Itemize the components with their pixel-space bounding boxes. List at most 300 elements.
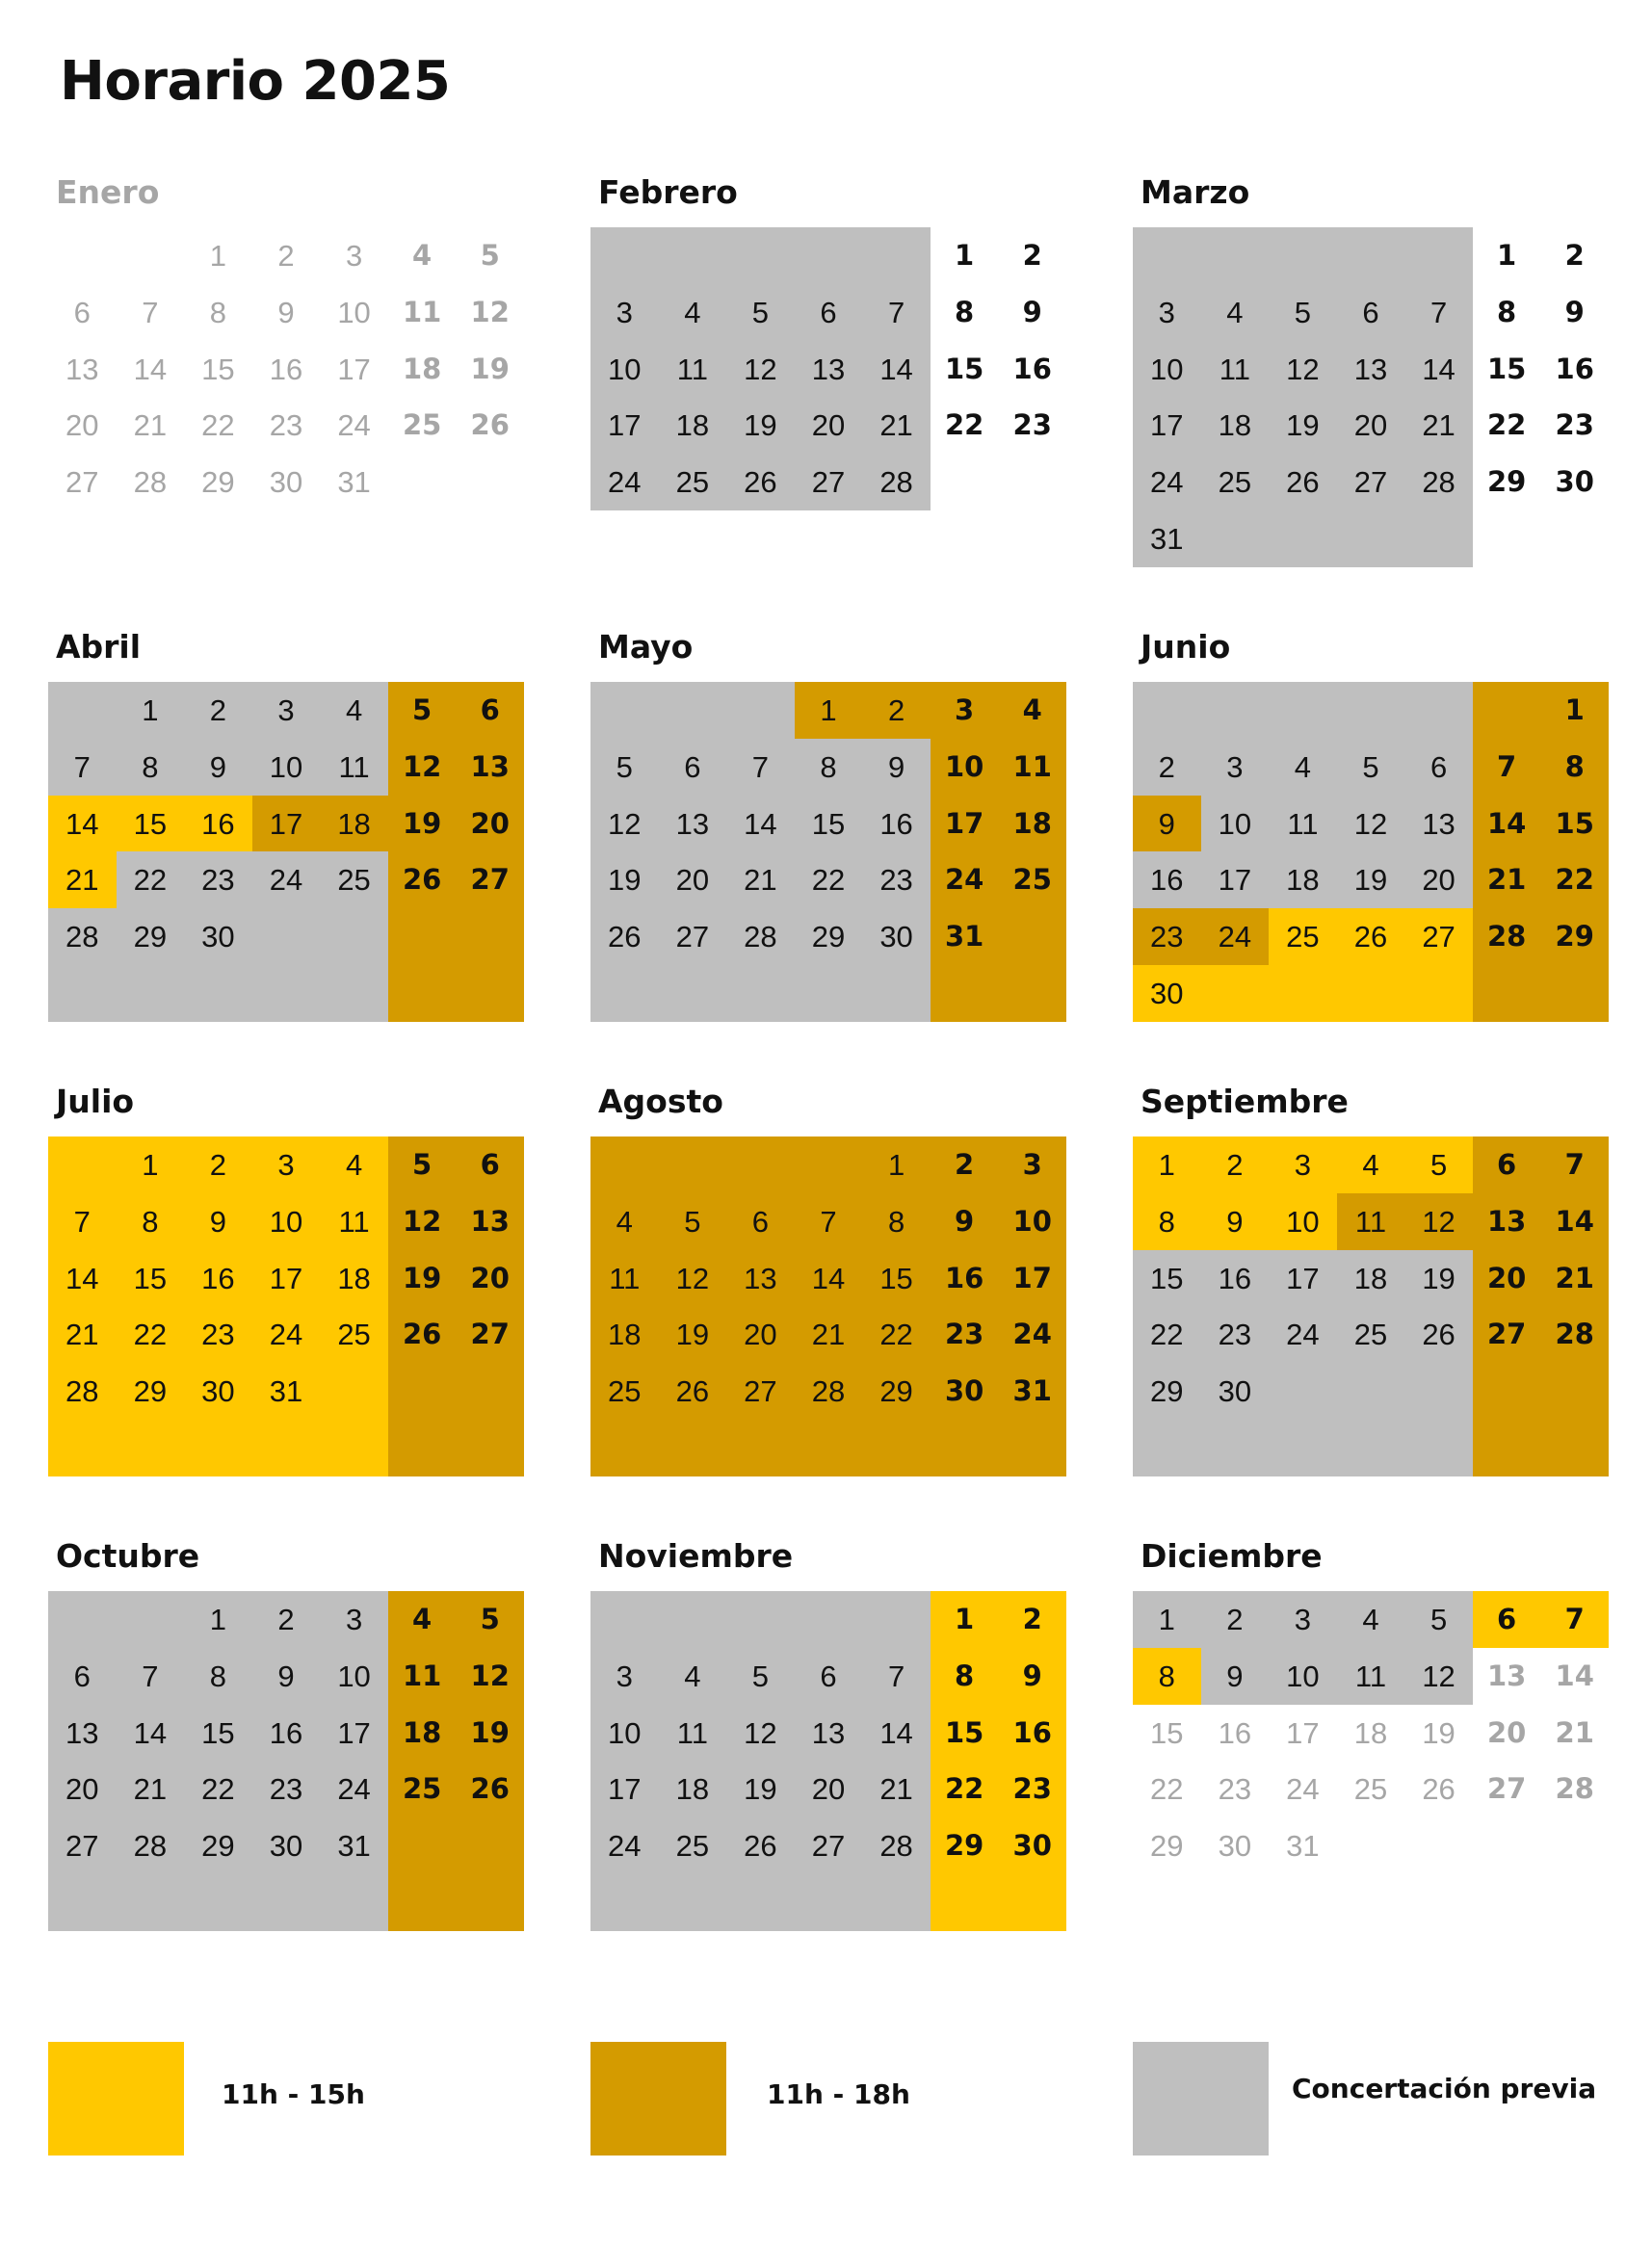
day-cell: 16 — [862, 796, 931, 852]
empty-cell — [117, 510, 185, 567]
day-cell: 23 — [1201, 1306, 1270, 1363]
day-cell: 29 — [1486, 465, 1527, 499]
day-cell: 20 — [1486, 1715, 1527, 1749]
empty-cell — [1269, 227, 1337, 284]
day-cell: 9 — [184, 1193, 252, 1250]
month-name: Julio — [56, 1083, 135, 1120]
empty-cell — [320, 510, 388, 567]
empty-cell — [1337, 1817, 1405, 1874]
day-cell: 15 — [117, 1250, 185, 1307]
day-cell: 31 — [1286, 1829, 1320, 1864]
day-cell: 30 — [1555, 465, 1594, 499]
day-cell: 7 — [1540, 1137, 1609, 1193]
day-cell: 30 — [1133, 965, 1201, 1022]
empty-cell — [1473, 1817, 1541, 1874]
empty-cell — [456, 1420, 524, 1476]
day-cell: 24 — [931, 851, 999, 908]
empty-cell — [862, 965, 931, 1022]
day-cell: 13 — [1337, 341, 1405, 398]
day-cell: 21 — [862, 397, 931, 454]
day-cell: 15 — [1150, 1715, 1184, 1750]
month-name: Mayo — [598, 628, 694, 666]
day-cell: 27 — [1486, 1772, 1527, 1806]
day-cell: 24 — [590, 1817, 659, 1874]
day-cell: 2 — [1133, 739, 1201, 796]
empty-cell — [1540, 1817, 1609, 1874]
day-cell: 19 — [726, 397, 795, 454]
day-cell: 1 — [862, 1137, 931, 1193]
day-cell: 7 — [48, 739, 117, 796]
day-cell: 3 — [1269, 1137, 1337, 1193]
month-name: Octubre — [56, 1537, 200, 1575]
day-cell: 25 — [388, 1761, 457, 1817]
empty-cell — [184, 1874, 252, 1931]
day-cell: 21 — [726, 851, 795, 908]
day-cell: 20 — [1404, 851, 1473, 908]
day-cell: 10 — [1269, 1193, 1337, 1250]
day-cell: 16 — [269, 352, 303, 386]
day-cell: 26 — [1337, 908, 1405, 965]
day-cell: 9 — [277, 295, 295, 329]
empty-cell — [1269, 510, 1337, 567]
month-grid — [1133, 1137, 1609, 1476]
day-cell: 27 — [659, 908, 727, 965]
day-cell: 10 — [320, 1648, 388, 1705]
day-cell: 6 — [456, 682, 524, 739]
month-grid — [1133, 682, 1609, 1022]
day-cell: 5 — [726, 284, 795, 341]
month-grid — [590, 1591, 1066, 1931]
empty-cell — [1473, 682, 1541, 739]
day-cell: 7 — [726, 739, 795, 796]
day-cell: 22 — [1150, 1772, 1184, 1807]
day-cell: 27 — [456, 851, 524, 908]
day-cell: 25 — [659, 1817, 727, 1874]
day-cell: 25 — [320, 1306, 388, 1363]
month-name: Agosto — [598, 1083, 723, 1120]
day-cell: 4 — [659, 1648, 727, 1705]
day-cell: 9 — [252, 1648, 321, 1705]
day-cell: 23 — [862, 851, 931, 908]
day-cell: 24 — [1269, 1306, 1337, 1363]
day-cell: 11 — [1337, 1193, 1405, 1250]
day-cell: 11 — [320, 739, 388, 796]
day-cell: 15 — [201, 352, 235, 386]
empty-cell — [1269, 1420, 1337, 1476]
day-cell: 17 — [1269, 1250, 1337, 1307]
empty-cell — [1404, 1363, 1473, 1420]
empty-cell — [659, 1874, 727, 1931]
day-cell: 22 — [117, 1306, 185, 1363]
legend-swatch-long-hours — [590, 2042, 726, 2156]
empty-cell — [659, 510, 727, 567]
day-cell: 4 — [590, 1193, 659, 1250]
month-grid — [48, 682, 524, 1022]
day-cell: 25 — [1201, 454, 1270, 510]
day-cell: 30 — [269, 465, 303, 500]
day-cell: 28 — [1473, 908, 1541, 965]
day-cell: 10 — [252, 739, 321, 796]
day-cell: 15 — [1486, 352, 1527, 385]
day-cell: 7 — [1473, 739, 1541, 796]
day-cell: 13 — [1486, 1659, 1527, 1692]
day-cell: 3 — [320, 1591, 388, 1648]
day-cell: 9 — [931, 1193, 999, 1250]
day-cell: 4 — [388, 1591, 457, 1648]
empty-cell — [1404, 510, 1473, 567]
empty-cell — [252, 1420, 321, 1476]
empty-cell — [998, 510, 1066, 567]
day-cell: 21 — [795, 1306, 863, 1363]
empty-cell — [456, 454, 524, 510]
month-name: Diciembre — [1141, 1537, 1323, 1575]
day-cell: 23 — [1133, 908, 1201, 965]
day-cell: 14 — [726, 796, 795, 852]
month-septiembre — [1133, 1083, 1609, 1477]
empty-cell — [726, 227, 795, 284]
empty-cell — [1540, 1363, 1609, 1420]
empty-cell — [320, 965, 388, 1022]
month-grid — [1133, 227, 1609, 567]
day-cell: 25 — [1269, 908, 1337, 965]
empty-cell — [1404, 682, 1473, 739]
empty-cell — [48, 1137, 117, 1193]
day-cell: 23 — [931, 1306, 999, 1363]
day-cell: 21 — [1555, 1715, 1594, 1749]
empty-cell — [726, 1874, 795, 1931]
empty-cell — [1473, 965, 1541, 1022]
day-cell: 20 — [659, 851, 727, 908]
day-cell: 1 — [1133, 1137, 1201, 1193]
day-cell: 8 — [117, 739, 185, 796]
day-cell: 26 — [1269, 454, 1337, 510]
day-cell: 22 — [1486, 408, 1527, 442]
empty-cell — [862, 1420, 931, 1476]
day-cell: 12 — [659, 1250, 727, 1307]
day-cell: 1 — [117, 1137, 185, 1193]
day-cell: 28 — [48, 1363, 117, 1420]
empty-cell — [998, 908, 1066, 965]
day-cell: 19 — [1422, 1715, 1455, 1750]
day-cell: 3 — [252, 1137, 321, 1193]
day-cell: 9 — [1022, 295, 1042, 328]
day-cell: 9 — [1201, 1648, 1270, 1705]
day-cell: 2 — [1201, 1137, 1270, 1193]
day-cell: 6 — [1404, 739, 1473, 796]
day-cell: 17 — [1201, 851, 1270, 908]
day-cell: 24 — [1286, 1772, 1320, 1807]
empty-cell — [48, 1591, 117, 1648]
day-cell: 21 — [1473, 851, 1541, 908]
empty-cell — [1133, 1420, 1201, 1476]
day-cell: 31 — [252, 1363, 321, 1420]
day-cell: 1 — [209, 238, 227, 273]
empty-cell — [998, 965, 1066, 1022]
empty-cell — [590, 1420, 659, 1476]
empty-cell — [795, 1137, 863, 1193]
empty-cell — [726, 510, 795, 567]
day-cell: 21 — [1404, 397, 1473, 454]
legend-item-appointment — [1133, 2042, 1614, 2156]
empty-cell — [659, 965, 727, 1022]
month-name: Marzo — [1141, 173, 1250, 211]
day-cell: 18 — [320, 796, 388, 852]
empty-cell — [726, 682, 795, 739]
day-cell: 13 — [1473, 1193, 1541, 1250]
day-cell: 3 — [931, 682, 999, 739]
empty-cell — [388, 1874, 457, 1931]
empty-cell — [931, 965, 999, 1022]
day-cell: 7 — [1540, 1591, 1609, 1648]
day-cell: 10 — [337, 295, 371, 329]
day-cell: 14 — [1540, 1193, 1609, 1250]
day-cell: 14 — [48, 1250, 117, 1307]
day-cell: 14 — [795, 1250, 863, 1307]
day-cell: 31 — [320, 1817, 388, 1874]
day-cell: 8 — [1540, 739, 1609, 796]
empty-cell — [590, 227, 659, 284]
day-cell: 25 — [998, 851, 1066, 908]
day-cell: 31 — [998, 1363, 1066, 1420]
day-cell: 27 — [726, 1363, 795, 1420]
day-cell: 6 — [1473, 1137, 1541, 1193]
empty-cell — [456, 908, 524, 965]
empty-cell — [1201, 510, 1270, 567]
empty-cell — [659, 682, 727, 739]
day-cell: 24 — [998, 1306, 1066, 1363]
day-cell: 24 — [1133, 454, 1201, 510]
day-cell: 9 — [862, 739, 931, 796]
day-cell: 16 — [184, 1250, 252, 1307]
empty-cell — [659, 1591, 727, 1648]
day-cell: 2 — [1201, 1591, 1270, 1648]
day-cell: 17 — [337, 352, 371, 386]
empty-cell — [1404, 1420, 1473, 1476]
day-cell: 23 — [998, 1761, 1066, 1817]
day-cell: 3 — [1201, 739, 1270, 796]
empty-cell — [388, 1420, 457, 1476]
day-cell: 2 — [184, 682, 252, 739]
empty-cell — [795, 227, 863, 284]
day-cell: 12 — [1404, 1648, 1473, 1705]
day-cell: 7 — [862, 1648, 931, 1705]
day-cell: 6 — [726, 1193, 795, 1250]
month-grid — [590, 227, 1066, 567]
day-cell: 3 — [998, 1137, 1066, 1193]
empty-cell — [456, 1874, 524, 1931]
day-cell: 30 — [931, 1363, 999, 1420]
day-cell: 14 — [862, 341, 931, 398]
day-cell: 3 — [345, 238, 363, 273]
day-cell: 18 — [320, 1250, 388, 1307]
day-cell: 4 — [1337, 1137, 1405, 1193]
day-cell: 15 — [931, 1705, 999, 1762]
day-cell: 20 — [795, 1761, 863, 1817]
empty-cell — [388, 965, 457, 1022]
empty-cell — [1404, 227, 1473, 284]
empty-cell — [726, 1591, 795, 1648]
day-cell: 8 — [955, 295, 975, 328]
empty-cell — [659, 1137, 727, 1193]
day-cell: 11 — [388, 1648, 457, 1705]
day-cell: 30 — [184, 908, 252, 965]
day-cell: 1 — [117, 682, 185, 739]
day-cell: 14 — [1404, 341, 1473, 398]
empty-cell — [184, 510, 252, 567]
day-cell: 1 — [1497, 238, 1517, 272]
day-cell: 9 — [1133, 796, 1201, 852]
day-cell: 26 — [388, 851, 457, 908]
day-cell: 17 — [1133, 397, 1201, 454]
empty-cell — [48, 682, 117, 739]
day-cell: 16 — [1201, 1250, 1270, 1307]
day-cell: 13 — [659, 796, 727, 852]
day-cell: 20 — [456, 1250, 524, 1307]
empty-cell — [931, 1420, 999, 1476]
day-cell: 22 — [117, 851, 185, 908]
day-cell: 9 — [1564, 295, 1585, 328]
empty-cell — [1201, 965, 1270, 1022]
empty-cell — [998, 454, 1066, 510]
day-cell: 18 — [388, 1705, 457, 1762]
day-cell: 19 — [1404, 1250, 1473, 1307]
empty-cell — [1540, 1874, 1609, 1931]
empty-cell — [456, 1817, 524, 1874]
day-cell: 15 — [1133, 1250, 1201, 1307]
day-cell: 6 — [1473, 1591, 1541, 1648]
day-cell: 4 — [1201, 284, 1270, 341]
day-cell: 12 — [1337, 796, 1405, 852]
empty-cell — [1337, 965, 1405, 1022]
legend-item-short-hours — [48, 2042, 530, 2156]
day-cell: 26 — [726, 1817, 795, 1874]
legend-label-long-hours: 11h - 18h — [767, 2078, 910, 2110]
empty-cell — [795, 510, 863, 567]
month-octubre — [48, 1537, 524, 1932]
day-cell: 5 — [1337, 739, 1405, 796]
day-cell: 4 — [659, 284, 727, 341]
day-cell: 3 — [1269, 1591, 1337, 1648]
empty-cell — [1201, 682, 1270, 739]
empty-cell — [931, 454, 999, 510]
day-cell: 24 — [252, 851, 321, 908]
day-cell: 13 — [456, 739, 524, 796]
empty-cell — [388, 1363, 457, 1420]
day-cell: 10 — [252, 1193, 321, 1250]
day-cell: 29 — [201, 465, 235, 500]
month-name: Febrero — [598, 173, 738, 211]
day-cell: 11 — [590, 1250, 659, 1307]
month-febrero — [590, 173, 1066, 568]
legend-item-long-hours — [590, 2042, 1072, 2156]
day-cell: 5 — [1404, 1137, 1473, 1193]
day-cell: 14 — [117, 1705, 185, 1762]
day-cell: 29 — [795, 908, 863, 965]
month-name: Noviembre — [598, 1537, 794, 1575]
day-cell: 2 — [1564, 238, 1585, 272]
month-julio — [48, 1083, 524, 1477]
empty-cell — [252, 510, 321, 567]
day-cell: 11 — [659, 341, 727, 398]
legend-swatch-short-hours — [48, 2042, 184, 2156]
day-cell: 16 — [252, 1705, 321, 1762]
empty-cell — [795, 965, 863, 1022]
day-cell: 26 — [659, 1363, 727, 1420]
day-cell: 13 — [48, 1705, 117, 1762]
day-cell: 2 — [931, 1137, 999, 1193]
empty-cell — [1269, 1363, 1337, 1420]
empty-cell — [388, 454, 457, 510]
month-grid — [590, 682, 1066, 1022]
empty-cell — [388, 510, 457, 567]
month-enero — [48, 173, 524, 568]
day-cell: 28 — [1404, 454, 1473, 510]
day-cell: 2 — [277, 238, 295, 273]
day-cell: 11 — [320, 1193, 388, 1250]
day-cell: 12 — [1269, 341, 1337, 398]
month-grid — [48, 1591, 524, 1931]
day-cell: 2 — [252, 1591, 321, 1648]
day-cell: 21 — [48, 1306, 117, 1363]
day-cell: 5 — [388, 682, 457, 739]
day-cell: 20 — [66, 408, 99, 443]
empty-cell — [726, 965, 795, 1022]
empty-cell — [998, 1420, 1066, 1476]
empty-cell — [456, 510, 524, 567]
day-cell: 7 — [862, 284, 931, 341]
day-cell: 22 — [944, 408, 984, 442]
day-cell: 30 — [998, 1817, 1066, 1874]
day-cell: 14 — [1555, 1659, 1594, 1692]
day-cell: 10 — [1269, 1648, 1337, 1705]
day-cell: 11 — [659, 1705, 727, 1762]
month-grid — [48, 1137, 524, 1476]
day-cell: 18 — [402, 352, 442, 385]
day-cell: 22 — [931, 1761, 999, 1817]
day-cell: 29 — [862, 1363, 931, 1420]
day-cell: 10 — [590, 341, 659, 398]
empty-cell — [252, 965, 321, 1022]
day-cell: 6 — [659, 739, 727, 796]
empty-cell — [388, 908, 457, 965]
day-cell: 11 — [402, 295, 442, 328]
day-cell: 22 — [201, 408, 235, 443]
day-cell: 23 — [1012, 408, 1052, 442]
day-cell: 15 — [184, 1705, 252, 1762]
day-cell: 28 — [1555, 1772, 1594, 1806]
month-name: Septiembre — [1141, 1083, 1349, 1120]
day-cell: 23 — [184, 1306, 252, 1363]
day-cell: 5 — [456, 1591, 524, 1648]
day-cell: 27 — [456, 1306, 524, 1363]
day-cell: 19 — [470, 352, 510, 385]
day-cell: 24 — [320, 1761, 388, 1817]
day-cell: 20 — [726, 1306, 795, 1363]
day-cell: 15 — [1540, 796, 1609, 852]
day-cell: 26 — [1404, 1306, 1473, 1363]
empty-cell — [320, 1874, 388, 1931]
day-cell: 16 — [998, 1705, 1066, 1762]
day-cell: 4 — [998, 682, 1066, 739]
day-cell: 27 — [1473, 1306, 1541, 1363]
day-cell: 5 — [590, 739, 659, 796]
day-cell: 5 — [1269, 284, 1337, 341]
empty-cell — [252, 1874, 321, 1931]
empty-cell — [117, 1874, 185, 1931]
day-cell: 14 — [133, 352, 168, 386]
day-cell: 7 — [117, 1648, 185, 1705]
month-grid — [1133, 1591, 1609, 1931]
